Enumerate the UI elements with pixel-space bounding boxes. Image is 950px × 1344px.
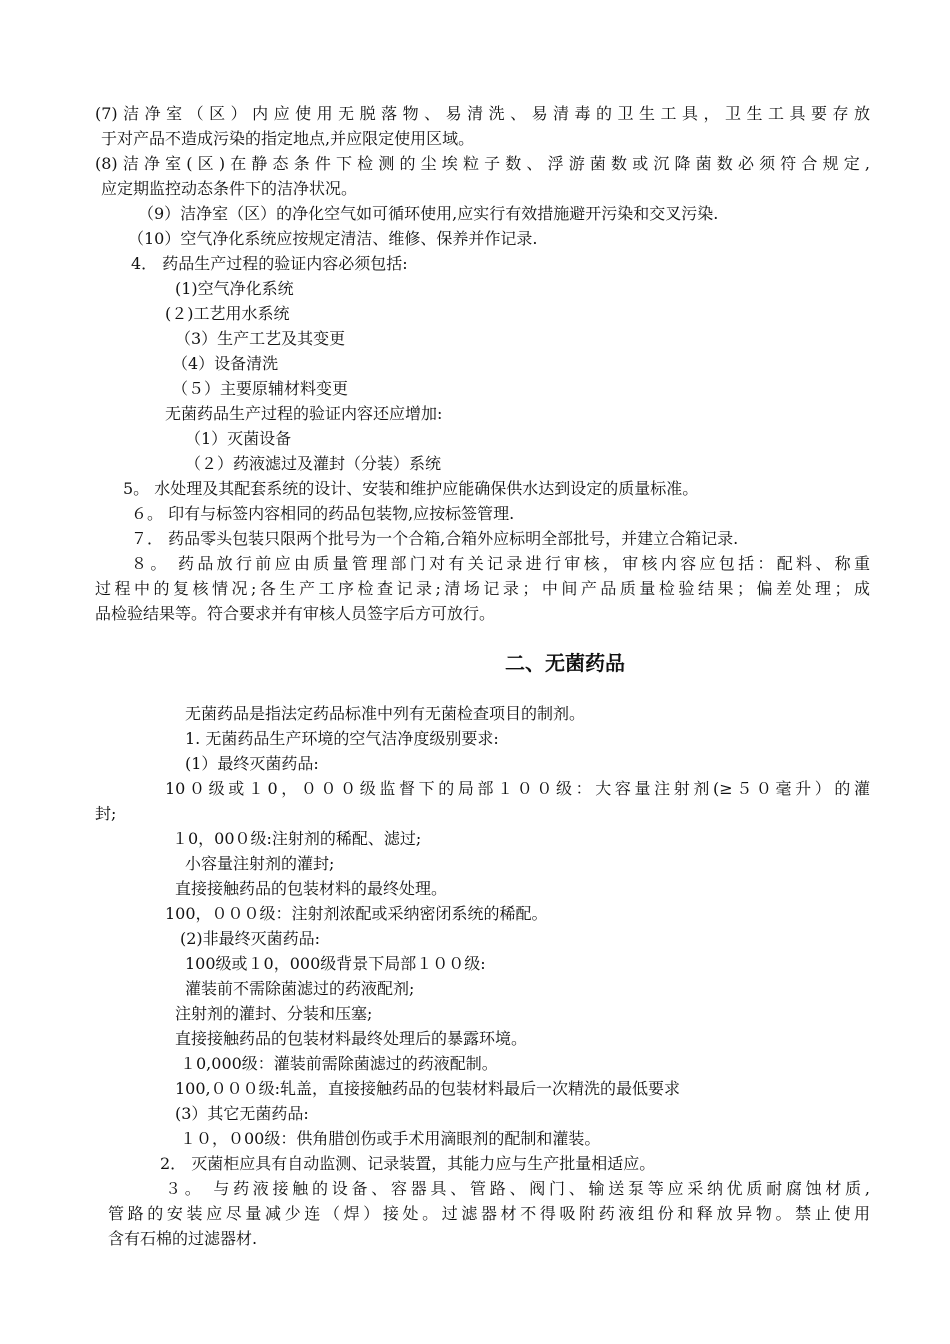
non-terminal-sterile-heading: (2)非最终灭菌药品: — [180, 929, 321, 948]
sterile-intro: 无菌药品是指法定药品标准中列有无菌检查项目的制剂。 — [185, 704, 586, 723]
section-4-heading: 4． 药品生产过程的验证内容必须包括: — [131, 254, 408, 273]
section-4-item-5: （５）主要原辅材料变更 — [172, 379, 349, 398]
section-4-extra-intro: 无菌药品生产过程的验证内容还应增加: — [165, 404, 443, 423]
section-5: 5。 水处理及其配套系统的设计、安装和维护应能确保供水达到设定的质量标准。 — [123, 479, 699, 498]
sterile-item-2: 2． 灭菌柜应具有自动监测、记录装置，其能力应与生产批量相适应。 — [160, 1154, 656, 1173]
paragraph-10: （10）空气净化系统应按规定清洁、维修、保养并作记录. — [128, 229, 538, 248]
terminal-sterile-line-3: 小容量注射剂的灌封; — [185, 854, 335, 873]
other-sterile-line-1: １０，０00级：供角腊创伤或手术用滴眼剂的配制和灌装。 — [180, 1129, 601, 1148]
section-8-line-3: 品检验结果等。符合要求并有审核人员签字后方可放行。 — [95, 604, 496, 623]
terminal-sterile-heading: (1）最终灭菌药品: — [185, 754, 319, 773]
section-6: ６。 印有与标签内容相同的药品包装物,应按标签管理. — [131, 504, 515, 523]
sterile-item-3-line-3: 含有石棉的过滤器材. — [108, 1229, 258, 1248]
section-8-line-2: 过程中的复核情况;各生产工序检查记录;清场记录；中间产品质量检验结果；偏差处理；成 — [95, 579, 870, 598]
sterile-item-1-heading: 1. 无菌药品生产环境的空气洁净度级别要求: — [185, 729, 499, 748]
paragraph-8-line-2: 应定期监控动态条件下的洁净状况。 — [101, 179, 358, 198]
section-4-extra-item-1: （1）灭菌设备 — [185, 429, 292, 448]
paragraph-7-line-1: (7)洁净室（区）内应使用无脱落物、易清洗、易清毒的卫生工具，卫生工具要存放 — [95, 104, 870, 123]
other-sterile-heading: (3）其它无菌药品: — [175, 1104, 309, 1123]
section-4-item-1: (1)空气净化系统 — [175, 279, 294, 298]
non-terminal-sterile-line-2: 灌装前不需除菌滤过的药液配剂; — [185, 979, 415, 998]
terminal-sterile-line-1-cont: 封; — [95, 804, 117, 823]
section-7: ７． 药品零头包装只限两个批号为一个合箱,合箱外应标明全部批号，并建立合箱记录. — [131, 529, 739, 548]
section-4-item-2: (２)工艺用水系统 — [165, 304, 290, 323]
terminal-sterile-line-2: １0，00０级:注射剂的稀配、滤过; — [172, 829, 422, 848]
non-terminal-sterile-line-6: 100,０００级:轧盖，直接接触药品的包装材料最后一次精洗的最低要求 — [175, 1079, 681, 1098]
paragraph-9: （9）洁净室（区）的净化空气如可循环使用,应实行有效措施避开污染和交叉污染. — [138, 204, 719, 223]
section-4-item-4: （4）设备清洗 — [172, 354, 279, 373]
non-terminal-sterile-line-3: 注射剂的灌封、分装和压塞; — [175, 1004, 373, 1023]
sterile-item-3-line-2: 管路的安装应尽量减少连（焊）接处。过滤器材不得吸附药液组份和释放异物。禁止使用 — [108, 1204, 870, 1223]
paragraph-8-line-1: (8)洁净室(区)在静态条件下检测的尘埃粒子数、浮游菌数或沉降菌数必须符合规定, — [95, 154, 870, 173]
paragraph-7-line-2: 于对产品不造成污染的指定地点,并应限定使用区域。 — [101, 129, 475, 148]
terminal-sterile-line-5: 100，０００级：注射剂浓配或采纳密闭系统的稀配。 — [165, 904, 548, 923]
terminal-sterile-line-4: 直接接触药品的包装材料的最终处理。 — [175, 879, 448, 898]
section-4-extra-item-2: （２）药液滤过及灌封（分装）系统 — [185, 454, 442, 473]
terminal-sterile-line-1: 10０级或１0，０００级监督下的局部１００级：大容量注射剂(≥５０毫升）的灌 — [165, 779, 870, 798]
sterile-item-3-line-1: ３。 与药液接触的设备、容器具、管路、阀门、输送泵等应采纳优质耐腐蚀材质, — [165, 1179, 870, 1198]
section-8-line-1: ８。 药品放行前应由质量管理部门对有关记录进行审核，审核内容应包括：配料、称重 — [131, 554, 870, 573]
non-terminal-sterile-line-4: 直接接触药品的包装材料最终处理后的暴露环境。 — [175, 1029, 528, 1048]
non-terminal-sterile-line-5: １0,000级：灌装前需除菌滤过的药液配制。 — [180, 1054, 498, 1073]
section-4-item-3: （3）生产工艺及其变更 — [175, 329, 346, 348]
section-heading: 二、无菌药品 — [505, 651, 625, 675]
non-terminal-sterile-line-1: 100级或１0，000级背景下局部１００级: — [185, 954, 486, 973]
